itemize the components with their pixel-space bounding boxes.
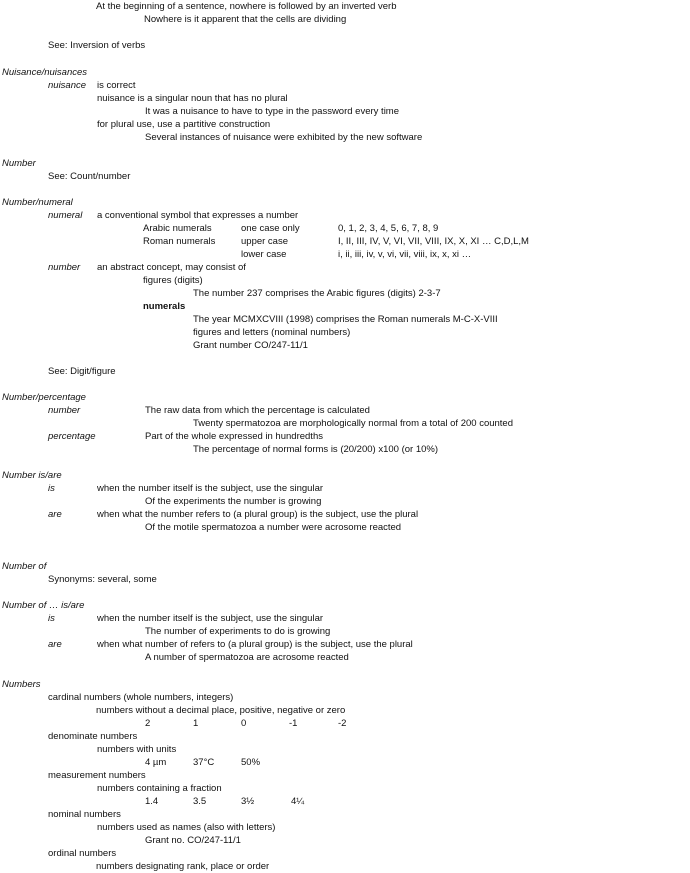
see-inversion-text: See: Inversion of verbs [48,40,146,51]
arabic-label: Arabic numerals [143,223,212,234]
term-nuisance: nuisance [48,80,87,91]
nuisance-example-1: It was a nuisance to have to type in the password every time [145,106,399,117]
term-noia-are: are [48,639,62,650]
nuisance-singular-rule: nuisance is a singular noun that has no plural [97,93,288,104]
entry-heading-number-of: Number of [2,561,47,572]
nia-are-example: Of the motile spermatozoa a number were acrosome reacted [145,522,402,533]
ordinal-label: ordinal numbers [48,848,117,859]
measurement-value: 1.4 [145,796,159,807]
numeral-definition: a conventional symbol that expresses a number [97,210,299,221]
noia-is-example: The number of experiments to do is growing [145,626,331,637]
denominate-value: 37°C [193,757,215,768]
term-number: number [48,262,81,273]
nia-are-rule: when what the number refers to (a plural group) is the subject, use the plural [97,509,419,520]
entry-heading-number: Number [2,158,36,169]
nowhere-rule-text: At the beginning of a sentence, nowhere is followed by an inverted verb [96,1,397,12]
roman-lower-case: lower case [241,249,287,260]
numerals-label: numerals [143,301,186,312]
cardinal-value: -2 [338,718,347,729]
cardinal-definition: numbers without a decimal place, positive, negative or zero [96,705,346,716]
number-definition: an abstract concept, may consist of [97,262,246,273]
entry-heading-number-is-are: Number is/are [2,470,62,481]
see-count: See: Count/number [48,171,131,182]
term-numeral: numeral [48,210,83,221]
measurement-definition: numbers containing a fraction [97,783,222,794]
cardinal-value: -1 [289,718,298,729]
np-percentage-example: The percentage of normal forms is (20/200) x100 (or 10%) [193,444,439,455]
arabic-digits: 0, 1, 2, 3, 4, 5, 6, 7, 8, 9 [338,223,439,234]
entry-heading-number-percentage: Number/percentage [2,392,86,403]
synonyms: Synonyms: several, some [48,574,157,585]
roman-upper-values: I, II, III, IV, V, VI, VII, VIII, IX, X, XI … C,D,L,M [338,236,529,247]
noia-are-example: A number of spermatozoa are acrosome reacted [145,652,349,663]
roman-upper-case: upper case [241,236,289,247]
denominate-label: denominate numbers [48,731,138,742]
denominate-value: 50% [241,757,261,768]
roman-lower-values: i, ii, iii, iv, v, vi, vii, viii, ix, x, xi … [338,249,472,260]
grant-number: Grant number CO/247-11/1 [193,340,308,351]
nuisance-example-2: Several instances of nuisance were exhibited by the new software [145,132,423,143]
entry-heading-number-numeral: Number/numeral [2,197,73,208]
arabic-case: one case only [241,223,300,234]
nuisance-correct: is correct [97,80,136,91]
nia-is-example: Of the experiments the number is growing [145,496,322,507]
nowhere-example-text: Nowhere is it apparent that the cells are dividing [144,14,347,25]
number-237-example: The number 237 comprises the Arabic figures (digits) 2-3-7 [193,288,441,299]
np-number-definition: The raw data from which the percentage is calculated [145,405,370,416]
term-nia-are: are [48,509,62,520]
measurement-value: 4¼ [291,796,305,807]
nowhere-rule [96,2,397,12]
entry-heading-numbers: Numbers [2,679,41,690]
measurement-label: measurement numbers [48,770,146,781]
figures-digits: figures (digits) [143,275,203,286]
noia-are-rule: when what number of refers to (a plural group) is the subject, use the plural [97,639,413,650]
term-nia-is: is [48,483,55,494]
cardinal-label: cardinal numbers (whole numbers, integers) [48,692,234,703]
nominal-example: Grant no. CO/247-11/1 [145,835,241,846]
measurement-value: 3.5 [193,796,207,807]
term-np-number: number [48,405,81,416]
cardinal-value: 1 [193,718,199,729]
nowhere-example [144,15,346,25]
denominate-definition: numbers with units [97,744,177,755]
np-percentage-definition: Part of the whole expressed in hundredths [145,431,323,442]
figures-letters: figures and letters (nominal numbers) [193,327,351,338]
entry-heading-nuisance: Nuisance/nuisances [2,67,88,78]
cardinal-value: 0 [241,718,247,729]
entry-heading-number-of-is-are: Number of … is/are [2,600,85,611]
term-np-percentage: percentage [48,431,96,442]
nuisance-plural-rule: for plural use, use a partitive construction [97,119,271,130]
nia-is-rule: when the number itself is the subject, use the singular [97,483,324,494]
nominal-definition: numbers used as names (also with letters) [97,822,276,833]
see-digit: See: Digit/figure [48,366,116,377]
np-number-example: Twenty spermatozoa are morphologically normal from a total of 200 counted [193,418,513,429]
measurement-value: 3½ [241,796,255,807]
denominate-value: 4 µm [145,757,167,768]
roman-label: Roman numerals [143,236,216,247]
ordinal-definition: numbers designating rank, place or order [96,861,270,872]
noia-is-rule: when the number itself is the subject, use the singular [97,613,324,624]
see-inversion [48,41,145,51]
year-example: The year MCMXCVIII (1998) comprises the Roman numerals M-C-X-VIII [193,314,498,325]
nominal-label: nominal numbers [48,809,121,820]
cardinal-value: 2 [145,718,151,729]
term-noia-is: is [48,613,55,624]
